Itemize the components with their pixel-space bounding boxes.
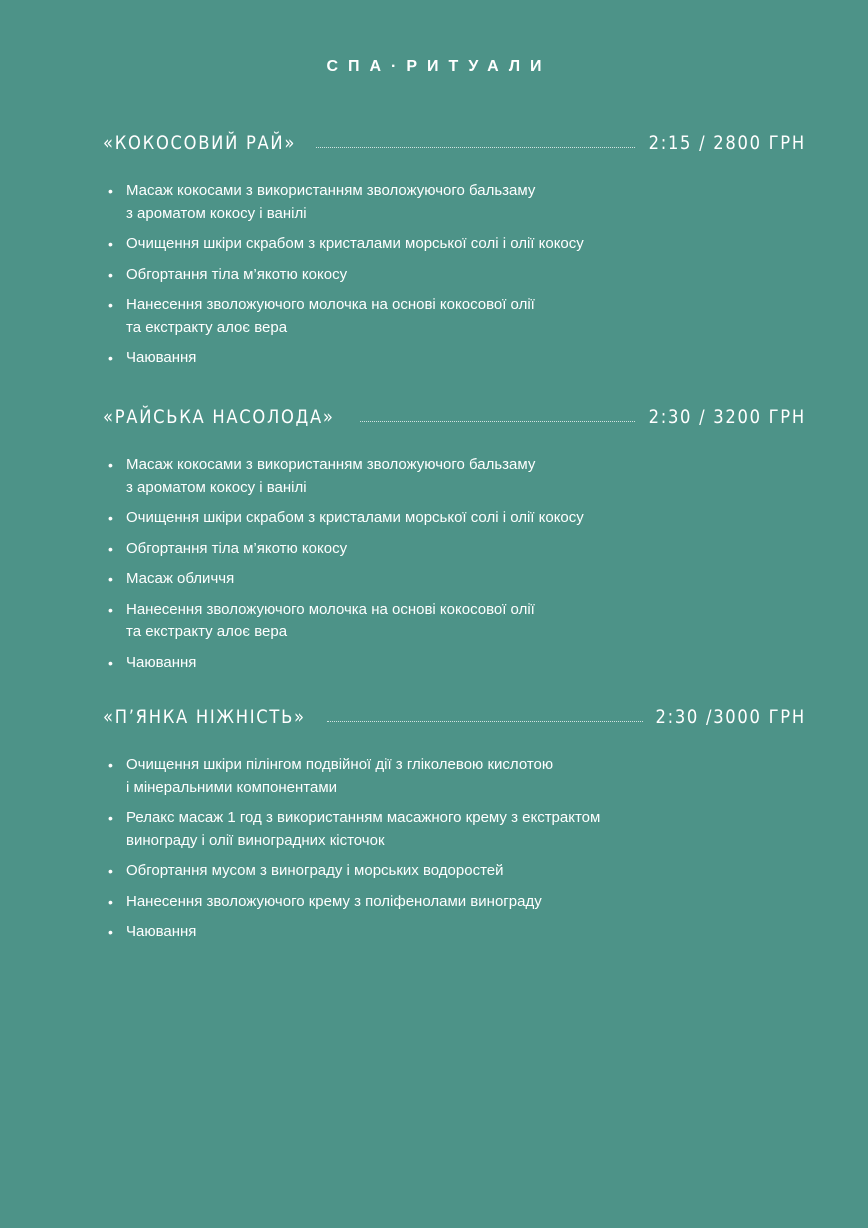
list-item-text: Обгортання тіла м’якотю кокосу bbox=[126, 265, 348, 283]
list-item bbox=[108, 860, 708, 883]
bullet-icon: • bbox=[108, 183, 113, 199]
list-item-text: Масаж кокосами з використанням зволожуючого бальзаму з ароматом кокосу і ванілі bbox=[126, 182, 536, 222]
list-item-text: Релакс масаж 1 год з використанням масажного крему з екстрактом винограду і олії виноградних кісточок bbox=[126, 809, 601, 849]
list-item-text: Чаювання bbox=[126, 923, 197, 940]
list-item-text: Масаж кокосами з використанням зволожуючого бальзаму з ароматом кокосу і ванілі bbox=[126, 456, 536, 496]
list-item-text: Чаювання bbox=[126, 653, 197, 671]
treatment-list bbox=[108, 180, 708, 370]
bullet-icon: • bbox=[108, 510, 113, 526]
list-item bbox=[108, 568, 708, 591]
section-header bbox=[103, 706, 806, 734]
list-item bbox=[108, 599, 708, 644]
section-header bbox=[103, 406, 806, 434]
dotted-leader bbox=[316, 147, 636, 148]
bullet-icon: • bbox=[108, 863, 113, 879]
list-item bbox=[108, 347, 708, 370]
section-price: 2:30 /3000 ГРН bbox=[655, 706, 806, 728]
list-item bbox=[108, 264, 708, 287]
bullet-icon: • bbox=[108, 924, 113, 940]
section-price: 2:30 / 3200 ГРН bbox=[648, 406, 806, 428]
bullet-icon: • bbox=[108, 457, 113, 473]
dotted-leader bbox=[360, 421, 635, 422]
bullet-icon: • bbox=[108, 266, 113, 283]
bullet-icon: • bbox=[108, 893, 113, 910]
list-item bbox=[108, 180, 708, 225]
section-name: «П’ЯНКА НІЖНІСТЬ» bbox=[103, 706, 306, 728]
spa-ritual-section-3 bbox=[103, 706, 806, 940]
bullet-icon: • bbox=[108, 297, 113, 313]
list-item bbox=[108, 921, 708, 944]
spa-ritual-section-2 bbox=[103, 406, 806, 671]
bullet-icon: • bbox=[108, 540, 113, 557]
list-item-text: Обгортання мусом з винограду і морських водоростей bbox=[126, 862, 504, 879]
bullet-icon: • bbox=[108, 571, 113, 587]
list-item-text: Нанесення зволожуючого молочка на основі кокосової олії та екстракту алоє вера bbox=[126, 296, 535, 336]
list-item bbox=[108, 807, 708, 852]
list-item-text: Очищення шкіри скрабом з кристалами морської солі і олії кокосу bbox=[126, 509, 584, 526]
list-item bbox=[108, 538, 708, 561]
list-item-text: Чаювання bbox=[126, 349, 197, 366]
list-item bbox=[108, 507, 708, 530]
section-header bbox=[103, 132, 806, 160]
treatment-list bbox=[108, 754, 708, 944]
list-item bbox=[108, 233, 708, 256]
spa-ritual-section-1 bbox=[103, 132, 806, 366]
section-price: 2:15 / 2800 ГРН bbox=[648, 132, 806, 154]
list-item bbox=[108, 454, 708, 499]
page-title: СПА·РИТУАЛИ bbox=[326, 58, 552, 75]
bullet-icon: • bbox=[108, 757, 113, 773]
bullet-icon: • bbox=[108, 350, 113, 366]
list-item-text: Масаж обличчя bbox=[126, 570, 235, 587]
dotted-leader bbox=[327, 721, 643, 722]
bullet-icon: • bbox=[108, 810, 113, 826]
list-item-text: Очищення шкіри скрабом з кристалами морської солі і олії кокосу bbox=[126, 235, 584, 252]
bullet-icon: • bbox=[108, 236, 113, 252]
list-item bbox=[108, 754, 708, 799]
list-item bbox=[108, 294, 708, 339]
list-item bbox=[108, 891, 708, 914]
list-item-text: Нанесення зволожуючого молочка на основі кокосової олії та екстракту алоє вера bbox=[126, 600, 535, 640]
bullet-icon: • bbox=[108, 601, 113, 618]
list-item-text: Очищення шкіри пілінгом подвійної дії з гліколевою кислотою і мінеральними компонентами bbox=[126, 756, 554, 796]
list-item-text: Обгортання тіла м’якотю кокосу bbox=[126, 539, 348, 557]
section-name: «КОКОСОВИЙ РАЙ» bbox=[103, 132, 297, 154]
list-item-text: Нанесення зволожуючого крему з поліфенолами винограду bbox=[126, 892, 542, 910]
treatment-list bbox=[108, 454, 708, 674]
bullet-icon: • bbox=[108, 654, 113, 671]
section-name: «РАЙСЬКА НАСОЛОДА» bbox=[103, 406, 335, 428]
list-item bbox=[108, 652, 708, 675]
